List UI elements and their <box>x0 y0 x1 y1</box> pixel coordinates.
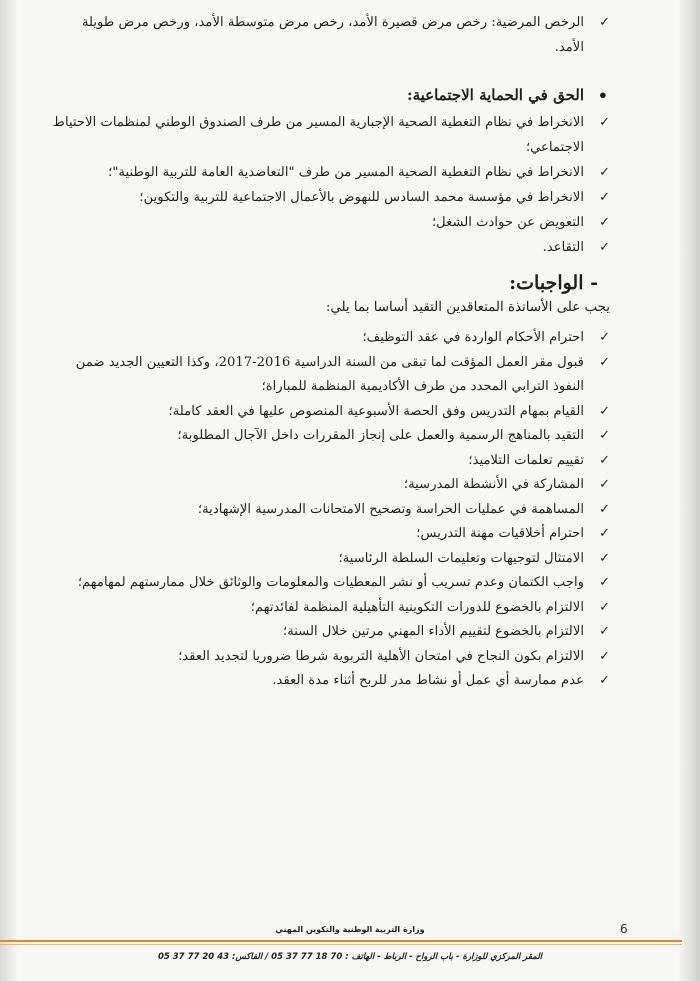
list-item-text: الانخراط في نظام التغطية الصحية المسير من طرف "التعاضدية العامة للتربية الوطنية"؛ <box>108 165 584 180</box>
list-item-text: تقييم تعلمات التلاميذ؛ <box>468 452 584 468</box>
checkmark-icon: ✓ <box>599 575 610 590</box>
checkmark-icon: ✓ <box>599 477 610 492</box>
bullet-icon: • <box>597 86 608 105</box>
list-item-text: واجب الكتمان وعدم تسريب أو نشر المعطيات والمعلومات والوثائق خلال ممارستهم لمهامهم؛ <box>77 575 584 590</box>
checkmark-icon: ✓ <box>599 648 610 664</box>
list-item <box>50 351 610 400</box>
duties-list <box>50 326 610 694</box>
checkmark-icon: ✓ <box>599 240 610 255</box>
checkmark-icon: ✓ <box>599 526 610 541</box>
list-item <box>50 210 610 235</box>
top-list <box>50 10 610 60</box>
list-item <box>50 571 610 596</box>
list-item-text: المساهمة في عمليات الحراسة وتصحيح الامتحانات المدرسية الإشهادية؛ <box>197 501 584 517</box>
checkmark-icon: ✓ <box>599 354 610 370</box>
list-item <box>50 522 610 547</box>
checkmark-icon: ✓ <box>599 428 610 443</box>
list-item <box>50 449 610 474</box>
checkmark-icon: ✓ <box>599 215 610 230</box>
list-item <box>50 424 610 449</box>
list-item <box>50 620 610 645</box>
list-item-text: الرخص المرضية: رخص مرض قصيرة الأمد، رخص مرض متوسطة الأمد، ورخص مرض طويلة الأمد. <box>81 15 584 55</box>
list-item <box>50 185 610 210</box>
checkmark-icon: ✓ <box>599 550 610 566</box>
list-item-text: التقاعد. <box>542 240 584 255</box>
checkmark-icon: ✓ <box>599 624 610 639</box>
list-item <box>50 160 610 185</box>
list-item <box>50 10 610 60</box>
list-item <box>50 596 610 621</box>
checkmark-icon: ✓ <box>599 599 610 615</box>
list-item-text: التقيد بالمناهج الرسمية والعمل على إنجاز المقررات داخل الآجال المطلوبة؛ <box>177 428 584 443</box>
footer-ministry-title: وزارة التربية الوطنية والتكوين المهني <box>275 925 425 934</box>
scan-shadow-left <box>0 0 18 981</box>
list-item-text: عدم ممارسة أي عمل أو نشاط مدر للربح أثناء مدة العقد. <box>272 673 584 688</box>
list-item-text: الالتزام بالخضوع لتقييم الأداء المهني مرتين خلال السنة؛ <box>283 624 584 639</box>
list-item-text: قبول مقر العمل المؤقت لما تبقى من السنة الدراسية 2016-2017، وكذا التعيين الجديد ضمن النفوذ الترابي المحدد من طرف الأكاديمية المنظمة للمباراة؛ <box>75 354 584 394</box>
list-item-text: احترام الأحكام الواردة في عقد التوظيف؛ <box>362 330 584 345</box>
section-heading-social-protection: • الحق في الحماية الاجتماعية: <box>407 86 608 105</box>
list-item <box>50 547 610 572</box>
list-item <box>50 326 610 351</box>
document-body <box>50 10 610 694</box>
list-item <box>50 400 610 425</box>
list-item <box>50 473 610 498</box>
checkmark-icon: ✓ <box>599 115 610 130</box>
list-item-text: الامتثال لتوجيهات وتعليمات السلطة الرئاسية؛ <box>338 550 584 566</box>
list-item <box>50 110 610 160</box>
list-item-text: الانخراط في مؤسسة محمد السادس للنهوض بالأعمال الاجتماعية للتربية والتكوين؛ <box>139 190 584 205</box>
list-item <box>50 498 610 523</box>
checkmark-icon: ✓ <box>599 165 610 180</box>
checkmark-icon: ✓ <box>599 501 610 517</box>
social-protection-list <box>50 110 610 260</box>
checkmark-icon: ✓ <box>599 452 610 468</box>
list-item-text: المشاركة في الأنشطة المدرسية؛ <box>403 477 584 492</box>
checkmark-icon: ✓ <box>599 15 610 30</box>
list-item-text: احترام أخلاقيات مهنة التدريس؛ <box>416 526 584 541</box>
footer-rule-secondary <box>0 944 682 945</box>
checkmark-icon: ✓ <box>599 403 610 419</box>
duties-intro: يجب على الأساتذة المتعاقدين التقيد أساسا بما يلي: <box>325 300 610 315</box>
page-number: 6 <box>620 922 628 936</box>
list-item-text: التعويض عن حوادث الشغل؛ <box>431 215 584 230</box>
checkmark-icon: ✓ <box>599 190 610 205</box>
list-item <box>50 235 610 260</box>
checkmark-icon: ✓ <box>599 673 610 688</box>
scan-shadow-right <box>678 0 700 981</box>
list-item-text: الالتزام بكون النجاح في امتحان الأهلية التربوية شرطا ضروريا لتجديد العقد؛ <box>178 648 584 664</box>
list-item-text: الانخراط في نظام التغطية الصحية الإجبارية المسير من طرف الصندوق الوطني لمنظمات الاحتياط الاجتماعي؛ <box>52 115 584 155</box>
footer-rule <box>0 940 682 942</box>
list-item <box>50 645 610 670</box>
section-heading-duties: - الواجبات: <box>509 272 598 294</box>
checkmark-icon: ✓ <box>599 330 610 345</box>
list-item-text: الالتزام بالخضوع للدورات التكوينية التأهيلية المنظمة لفائدتهم؛ <box>250 599 584 615</box>
footer-contact: المقر المركزي للوزارة - باب الرواح - الرباط - الهاتف : 70 18 77 37 05 / الفاكس: 43 20 77 37 05 <box>157 952 543 962</box>
list-item <box>50 669 610 694</box>
list-item-text: القيام بمهام التدريس وفق الحصة الأسبوعية المنصوص عليها في العقد كاملة؛ <box>168 403 584 419</box>
